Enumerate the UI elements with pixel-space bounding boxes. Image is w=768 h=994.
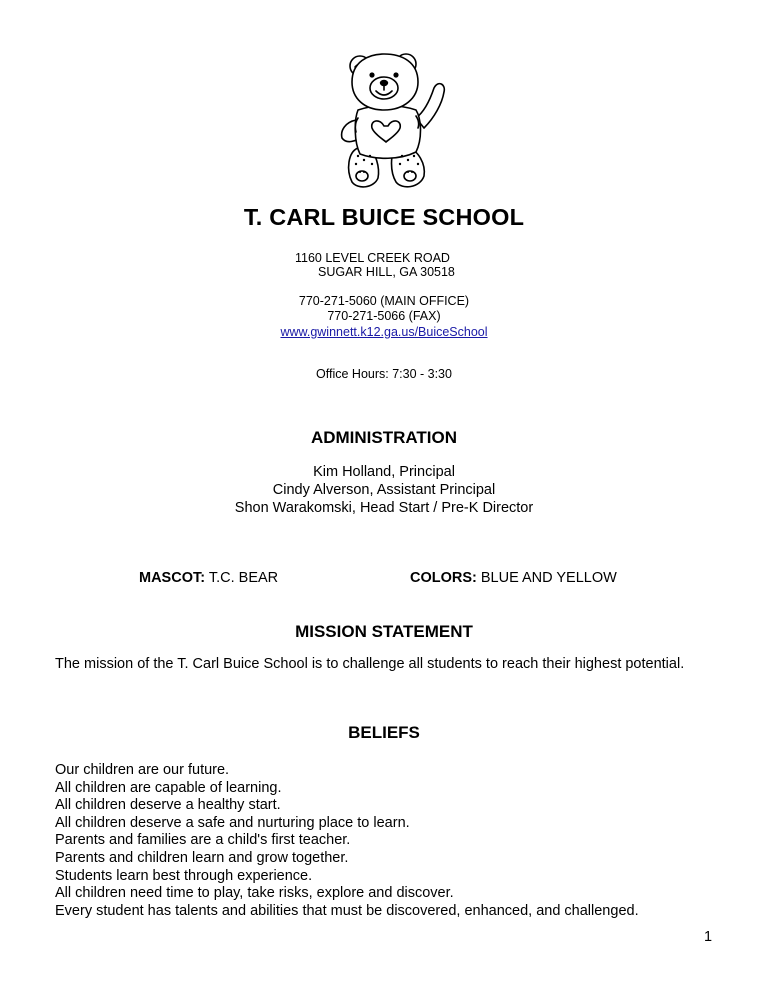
- mission-heading: MISSION STATEMENT: [295, 622, 473, 641]
- belief-item: Parents and children learn and grow together.: [55, 849, 349, 866]
- colors-label: COLORS:: [410, 570, 477, 586]
- teddy-bear-mascot-illustration: [336, 48, 446, 194]
- admin-member: Shon Warakomski, Head Start / Pre-K Director: [234, 500, 534, 516]
- beliefs-heading: BELIEFS: [348, 723, 420, 742]
- belief-item: Students learn best through experience.: [55, 867, 313, 884]
- colors-info: [410, 570, 617, 586]
- main-office-phone: 770-271-5060 (MAIN OFFICE): [298, 294, 470, 308]
- belief-item: All children deserve a safe and nurturing place to learn.: [55, 814, 410, 831]
- mascot-info: [139, 570, 278, 586]
- admin-member: Kim Holland, Principal: [313, 464, 455, 480]
- page-number: 1: [704, 929, 713, 945]
- beliefs-list: [55, 762, 639, 920]
- belief-item: All children are capable of learning.: [55, 779, 282, 796]
- belief-item: All children need time to play, take risks, explore and discover.: [55, 885, 454, 902]
- administration-heading: ADMINISTRATION: [310, 428, 458, 447]
- school-name: T. CARL BUICE SCHOOL: [243, 204, 525, 230]
- address-line-1: 1160 LEVEL CREEK ROAD: [295, 251, 450, 265]
- colors-value: BLUE AND YELLOW: [480, 570, 617, 586]
- belief-item: Our children are our future.: [55, 762, 230, 778]
- admin-member: Cindy Alverson, Assistant Principal: [272, 482, 496, 498]
- mascot-label: MASCOT:: [139, 570, 206, 586]
- fax-number: 770-271-5066 (FAX): [327, 309, 441, 323]
- mission-statement: The mission of the T. Carl Buice School is to challenge all students to reach their highest potential.: [55, 656, 685, 672]
- belief-item: Parents and families are a child's first teacher.: [55, 832, 351, 849]
- website-link[interactable]: www.gwinnett.k12.ga.us/BuiceSchool: [280, 325, 488, 339]
- office-hours: Office Hours: 7:30 - 3:30: [316, 367, 452, 381]
- belief-item: All children deserve a healthy start.: [55, 797, 281, 814]
- belief-item: Every student has talents and abilities that must be discovered, enhanced, and challenged.: [55, 902, 639, 919]
- website-line: [0, 324, 768, 340]
- address-line-2: SUGAR HILL, GA 30518: [318, 265, 455, 279]
- mascot-value: T.C. BEAR: [208, 570, 279, 586]
